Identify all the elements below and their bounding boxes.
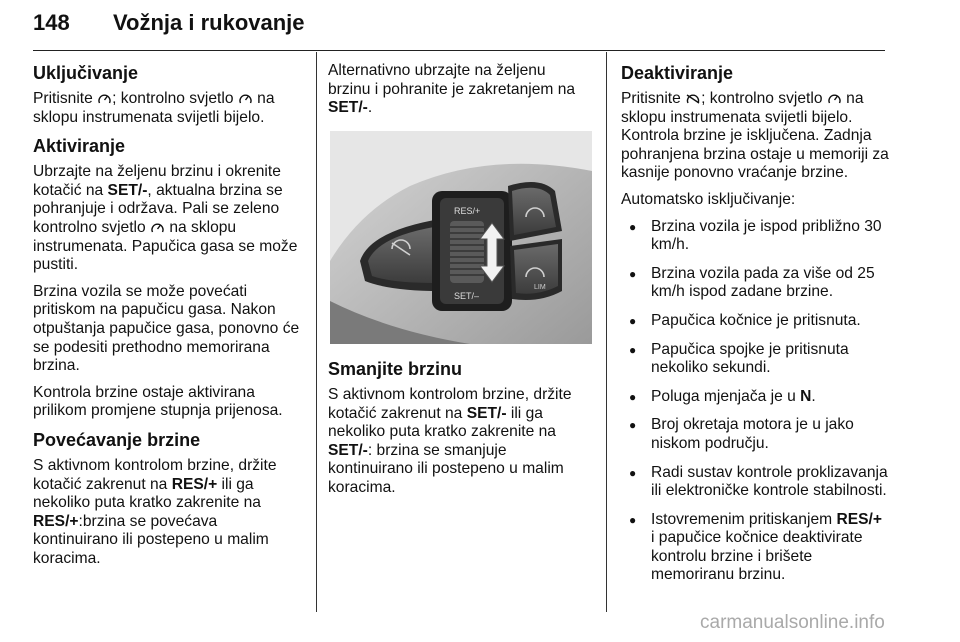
paragraph-activate: Ubrzajte na željenu brzinu i okrenite kotačić na SET/-, aktualna brzina se pohranjuje i održava. Pali se zeleno kontrolno svjetlo na sklopu instrumenata. Papučica gasa se može pustiti. [33, 163, 298, 274]
heading-decrease-speed: Smanjite brzinu [328, 359, 463, 379]
heading-deactivate: Deaktiviranje [621, 63, 734, 83]
column-middle-lower [328, 358, 592, 506]
paragraph-accelerate: Brzina vozila se može povećati pritiskom na papučicu gasa. Nakon otpuštanja papučice gasa, ponovno će se podesiti prethodno memorirana brzina. [33, 282, 300, 375]
list-item: ● Radi sustav kontrole proklizavanja ili elektroničke kontrole stabilnosti. [621, 464, 889, 501]
list-item: ● Brzina vozila pada za više od 25 km/h ispod zadane brzine. [621, 265, 889, 302]
photo-label-set: SET/– [454, 291, 480, 301]
paragraph-switch-on: Pritisnite ; kontrolno svjetlo na sklopu instrumenata svijetli bijelo. [33, 90, 275, 126]
list-item: ● Papučica spojke je pritisnuta nekoliko sekundi. [621, 341, 889, 378]
cruise-control-icon [97, 92, 112, 105]
page-header [33, 8, 885, 51]
paragraph-auto-off: Automatsko isključivanje: [621, 190, 796, 208]
column-right [621, 62, 889, 595]
cruise-control-icon [827, 92, 842, 105]
heading-increase-speed: Povećavanje brzine [33, 429, 201, 450]
paragraph-increase-speed: S aktivnom kontrolom brzine, držite kotačić zakrenut na RES/+ ili ga nekoliko puta kratko zakrenite na RES/+:brzina se povećava kontinuirano ili postepeno u malim koracima. [33, 456, 277, 567]
column-left [33, 62, 301, 576]
paragraph-alternative: Alternativno ubrzajte na željenu brzinu i pohranite je zakretanjem na SET/-. [328, 62, 576, 117]
cruise-control-off-icon [685, 92, 701, 105]
cruise-control-icon [150, 221, 165, 234]
column-divider-1 [316, 52, 317, 612]
photo-label-lim: LIM [534, 284, 546, 291]
list-item: ● Papučica kočnice je pritisnuta. [621, 312, 889, 331]
heading-activate: Aktiviranje [33, 136, 126, 157]
steering-wheel-controls-photo [330, 131, 592, 344]
list-item: ● Istovremenim pritiskanjem RES/+ i papučice kočnice deaktivirate kontrolu brzine i brišete memoriranu brzinu. [621, 511, 889, 585]
cruise-control-icon [238, 92, 253, 105]
watermark: carmanualsonline.info [700, 612, 885, 633]
list-item: ● Broj okretaja motora je u jako niskom području. [621, 416, 889, 453]
paragraph-decrease-speed: S aktivnom kontrolom brzine, držite kotačić zakrenut na SET/- ili ga nekoliko puta kratko zakrenite na SET/-: brzina se smanjuje kontinuirano ili postepeno u malim koracima. [328, 386, 572, 496]
photo-label-res: RES/+ [454, 206, 481, 216]
list-item: ● Brzina vozila je ispod približno 30 km/h. [621, 218, 889, 255]
column-middle [328, 62, 592, 126]
section-title: Vožnja i rukovanje [113, 10, 305, 35]
paragraph-gear-change: Kontrola brzine ostaje aktivirana prilikom promjene stupnja prijenosa. [33, 383, 283, 420]
list-item: ● Poluga mjenjača je u N. [621, 388, 889, 407]
paragraph-deactivate: Pritisnite ; kontrolno svjetlo na sklopu instrumenata svijetli bijelo. Kontrola brzine je isključena. Zadnja pohranjena brzina ostaje u memoriji za kasnije ponovno vraćanje brzine. [621, 90, 889, 182]
heading-switch-on: Uključivanje [33, 63, 139, 83]
page-number: 148 [33, 10, 70, 35]
column-divider-2 [606, 52, 607, 612]
